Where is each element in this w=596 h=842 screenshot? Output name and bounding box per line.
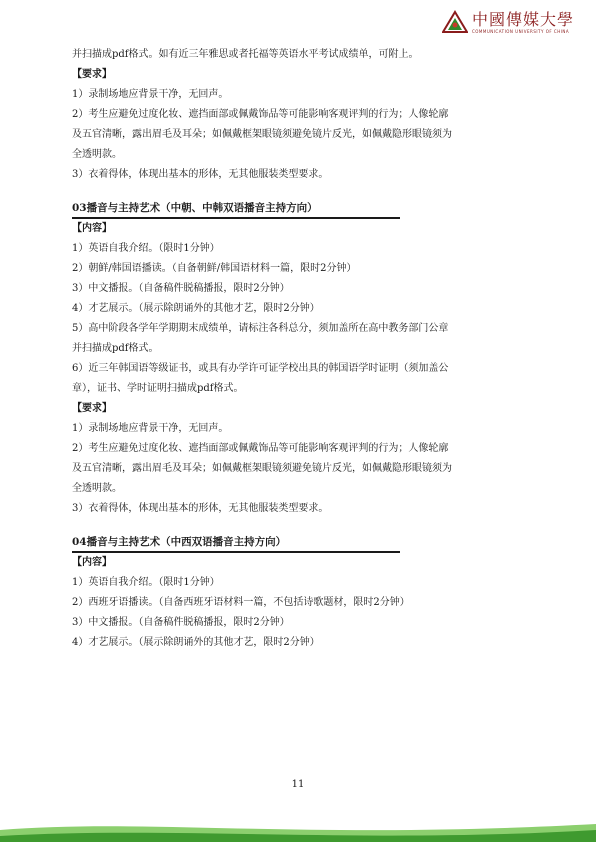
- requirement-line: 1）录制场地应背景干净，无回声。: [72, 89, 229, 100]
- content-line: 1）英语自我介绍。（限时1分钟）: [72, 577, 220, 588]
- footer-wave-decoration: [0, 816, 596, 842]
- section-heading-03: 03播音与主持艺术（中朝、中韩双语播音主持方向）: [72, 199, 400, 219]
- requirement-line: 2）考生应避免过度化妆、遮挡面部或佩戴饰品等可能影响客观评判的行为；人像轮廓: [72, 109, 449, 120]
- content-line: 3）中文播报。（自备稿件脱稿播报，限时2分钟）: [72, 283, 290, 294]
- logo-emblem-icon: [442, 10, 468, 34]
- content-line: 2）西班牙语播读。（自备西班牙语材料一篇，不包括诗歌题材，限时2分钟）: [72, 597, 410, 608]
- content-line: 1）英语自我介绍。（限时1分钟）: [72, 243, 220, 254]
- requirement-line: 3）衣着得体，体现出基本的形体，无其他服装类型要求。: [72, 169, 329, 180]
- content-line: 4）才艺展示。（展示除朗诵外的其他才艺，限时2分钟）: [72, 303, 320, 314]
- content-line: 3）中文播报。（自备稿件脱稿播报，限时2分钟）: [72, 617, 290, 628]
- intro-paragraph: 并扫描成pdf格式。如有近三年雅思或者托福等英语水平考试成绩单，可附上。: [72, 49, 419, 60]
- requirement-line: 全透明款。: [72, 149, 122, 160]
- content-line: 2）朝鲜/韩国语播读。（自备朝鲜/韩国语材料一篇，限时2分钟）: [72, 263, 357, 274]
- page-number: 11: [291, 779, 305, 790]
- requirement-line: 及五官清晰，露出眉毛及耳朵；如佩戴框架眼镜须避免镜片反光，如佩戴隐形眼镜须为: [72, 463, 452, 474]
- content-line: 并扫描成pdf格式。: [72, 343, 159, 354]
- requirement-line: 全透明款。: [72, 483, 122, 494]
- university-logo: [442, 10, 574, 34]
- requirement-line: 1）录制场地应背景干净，无回声。: [72, 423, 229, 434]
- content-line: 4）才艺展示。（展示除朗诵外的其他才艺，限时2分钟）: [72, 637, 320, 648]
- requirements-heading: 【要求】: [72, 69, 112, 80]
- content-heading: 【内容】: [72, 223, 112, 234]
- logo-name-cn: 中國傳媒大學: [471, 9, 574, 29]
- requirement-line: 及五官清晰，露出眉毛及耳朵；如佩戴框架眼镜须避免镜片反光，如佩戴隐形眼镜须为: [72, 129, 452, 140]
- section-heading-04: 04播音与主持艺术（中西双语播音主持方向）: [72, 533, 400, 553]
- requirements-heading: 【要求】: [72, 403, 112, 414]
- document-body: [72, 45, 532, 653]
- content-line: 6）近三年韩国语等级证书，或具有办学许可证学校出具的韩国语学时证明（须加盖公: [72, 363, 449, 374]
- content-heading: 【内容】: [72, 557, 112, 568]
- content-line: 章），证书、学时证明扫描成pdf格式。: [72, 383, 244, 394]
- requirement-line: 3）衣着得体，体现出基本的形体，无其他服装类型要求。: [72, 503, 329, 514]
- requirement-line: 2）考生应避免过度化妆、遮挡面部或佩戴饰品等可能影响客观评判的行为；人像轮廓: [72, 443, 449, 454]
- logo-name-en: COMMUNICATION UNIVERSITY OF CHINA: [471, 28, 570, 34]
- content-line: 5）高中阶段各学年学期期末成绩单，请标注各科总分，须加盖所在高中教务部门公章: [72, 323, 449, 334]
